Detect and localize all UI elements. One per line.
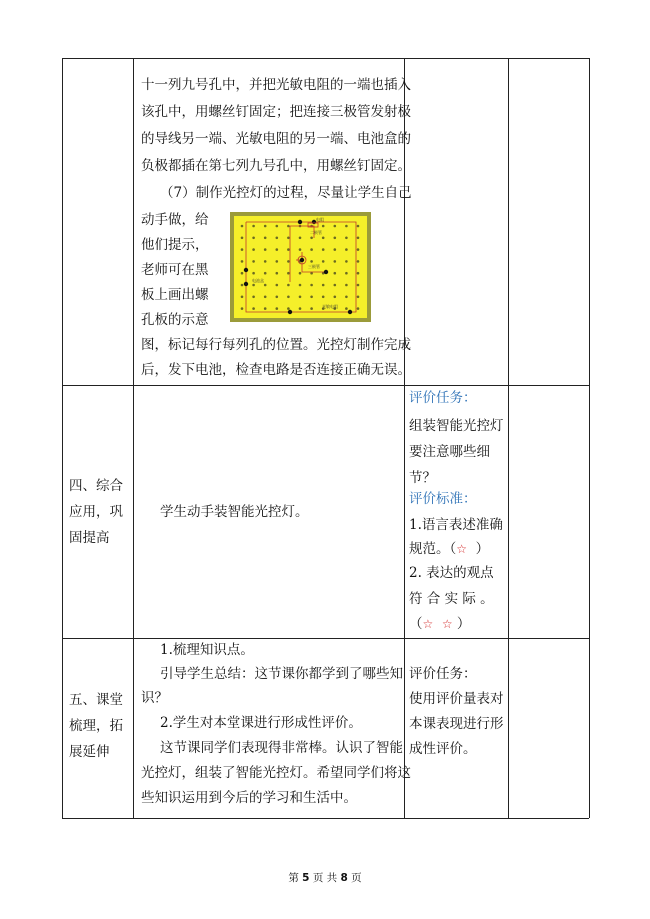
board-hole — [252, 237, 255, 240]
board-hole — [276, 307, 279, 310]
board-hole — [299, 296, 302, 299]
eval-line: 节？ — [409, 470, 436, 486]
text-line: 他们提示， — [141, 237, 209, 253]
text-line: 负极都插在第七列九号孔中，用螺丝钉固定。 — [141, 158, 411, 174]
star-icon: ☆ — [422, 617, 434, 631]
board-hole — [276, 260, 279, 263]
criteria-line: 符 合 实 际 。 — [409, 591, 494, 607]
board-hole — [276, 272, 279, 275]
board-hole — [334, 248, 337, 251]
board-hole — [276, 248, 279, 251]
board-hole — [287, 296, 290, 299]
board-hole — [310, 296, 313, 299]
board-hole — [287, 225, 290, 228]
criteria-text: ） — [456, 616, 471, 632]
board-hole — [334, 225, 337, 228]
board-hole — [264, 225, 267, 228]
text-line: 1.梳理知识点。 — [160, 642, 254, 658]
board-hole — [310, 248, 313, 251]
row-divider — [62, 638, 589, 639]
board-hole — [276, 225, 279, 228]
row-divider — [62, 58, 589, 59]
activity-text: 学生动手装智能光控灯。 — [160, 504, 309, 520]
board-hole — [345, 296, 348, 299]
board-label: 光敏电阻 — [322, 304, 338, 309]
stage-line: 固提高 — [69, 530, 110, 546]
board-hole — [357, 225, 360, 228]
stage-line: 四、综合 — [69, 478, 123, 494]
board-hole — [287, 284, 290, 287]
board-hole — [310, 307, 313, 310]
board-hole — [287, 307, 290, 310]
page-number: 5 — [302, 872, 310, 884]
board-hole — [299, 237, 302, 240]
board-hole — [357, 248, 360, 251]
board-hole — [241, 260, 244, 263]
screw-board-diagram — [230, 212, 371, 322]
column-divider — [589, 58, 590, 818]
eval-line: 要注意哪些细 — [409, 444, 490, 460]
eval-line: 评价任务： — [409, 666, 477, 682]
board-hole — [264, 272, 267, 275]
board-hole — [357, 284, 360, 287]
text-line: 的导线另一端、光敏电阻的另一端、电池盒的 — [141, 131, 411, 147]
board-label: 电阻 — [316, 217, 324, 222]
board-hole — [252, 272, 255, 275]
board-hole — [334, 272, 337, 275]
board-hole — [310, 284, 313, 287]
eval-line: 使用评价量表对 — [409, 691, 504, 707]
board-hole — [241, 307, 244, 310]
page-footer — [0, 870, 650, 885]
board-hole — [264, 307, 267, 310]
criteria-text: ） — [475, 541, 490, 557]
board-hole — [252, 248, 255, 251]
board-hole — [276, 237, 279, 240]
criteria-line: 1.语言表述准确 — [409, 517, 503, 533]
star-icon: ☆ — [456, 542, 468, 556]
text-line: 光控灯，组装了智能光控灯。希望同学们将这 — [141, 765, 411, 781]
board-hole — [252, 225, 255, 228]
footer-text: 第 — [288, 872, 299, 884]
board-hole — [322, 248, 325, 251]
column-divider — [62, 58, 63, 818]
board-hole — [287, 248, 290, 251]
page-total: 8 — [340, 872, 348, 884]
board-hole — [357, 296, 360, 299]
board-hole — [345, 307, 348, 310]
eval-line: 组装智能光控灯 — [409, 418, 504, 434]
row-divider — [62, 818, 589, 819]
board-label: 三极管 — [308, 264, 320, 269]
board-hole — [334, 260, 337, 263]
text-line: 识？ — [141, 690, 168, 706]
text-line: 2.学生对本堂课进行形成性评价。 — [160, 715, 362, 731]
board-hole — [241, 272, 244, 275]
text-line: 动手做，给 — [141, 212, 209, 228]
board-hole — [241, 237, 244, 240]
board-hole — [334, 237, 337, 240]
text-line: 引导学生总结：这节课你都学到了哪些知 — [160, 666, 403, 682]
board-hole — [345, 225, 348, 228]
board-hole — [345, 260, 348, 263]
board-hole — [264, 248, 267, 251]
stage-line: 展延伸 — [69, 744, 110, 760]
board-hole — [252, 296, 255, 299]
board-hole — [322, 284, 325, 287]
star-icon: ☆ — [441, 617, 453, 631]
board-hole — [276, 284, 279, 287]
text-line: 些知识运用到今后的学习和生活中。 — [141, 790, 357, 806]
board-hole — [287, 237, 290, 240]
text-line: （7）制作光控灯的过程，尽量让学生自己 — [160, 185, 412, 201]
board-hole — [299, 248, 302, 251]
row-divider — [62, 385, 589, 386]
board-surface — [234, 216, 367, 318]
board-hole — [357, 237, 360, 240]
column-divider — [508, 58, 509, 818]
board-hole — [264, 237, 267, 240]
text-line: 孔板的示意 — [141, 312, 209, 328]
board-hole — [322, 237, 325, 240]
board-hole — [357, 307, 360, 310]
board-hole — [322, 296, 325, 299]
board-hole — [241, 296, 244, 299]
board-hole — [241, 225, 244, 228]
eval-line: 本课表现进行形 — [409, 716, 504, 732]
board-hole — [241, 284, 244, 287]
board-hole — [287, 272, 290, 275]
eval-task-title: 评价任务： — [409, 390, 477, 406]
text-line: 老师可在黑 — [141, 262, 209, 278]
board-hole — [322, 225, 325, 228]
board-hole — [334, 284, 337, 287]
board-hole — [310, 237, 313, 240]
criteria-line — [409, 537, 489, 561]
board-hole — [345, 237, 348, 240]
criteria-text: 规范。（ — [409, 541, 457, 557]
text-line: 这节课同学们表现得非常棒。认识了智能 — [160, 740, 403, 756]
board-hole — [345, 284, 348, 287]
stage-line: 应用，巩 — [69, 504, 123, 520]
board-label: 电池盒 — [252, 278, 264, 283]
text-line: 图，标记每行每列孔的位置。光控灯制作完成 — [141, 337, 411, 353]
board-hole — [345, 272, 348, 275]
board-hole — [299, 307, 302, 310]
board-hole — [276, 296, 279, 299]
board-hole — [299, 284, 302, 287]
footer-text: 页 — [351, 872, 362, 884]
board-hole — [264, 296, 267, 299]
board-hole — [299, 272, 302, 275]
board-hole — [357, 272, 360, 275]
criteria-title: 评价标准： — [409, 491, 477, 507]
board-hole — [252, 284, 255, 287]
stage-line: 梳理，拓 — [69, 718, 123, 734]
board-hole — [287, 260, 290, 263]
eval-line: 成性评价。 — [409, 741, 477, 757]
footer-text: 页 共 — [312, 872, 338, 884]
criteria-text: （ — [409, 616, 423, 632]
board-hole — [241, 248, 244, 251]
board-hole — [264, 260, 267, 263]
criteria-line — [409, 612, 470, 636]
text-line: 板上画出螺 — [141, 287, 209, 303]
text-line: 后，发下电池，检查电路是否连接正确无误。 — [141, 362, 411, 378]
text-line: 该孔中，用螺丝钉固定；把连接三极管发射极 — [141, 104, 411, 120]
board-hole — [334, 296, 337, 299]
board-hole — [345, 248, 348, 251]
board-hole — [252, 260, 255, 263]
board-hole — [357, 260, 360, 263]
column-divider — [133, 58, 134, 818]
board-hole — [322, 260, 325, 263]
board-hole — [252, 307, 255, 310]
criteria-line: 2. 表达的观点 — [409, 565, 494, 581]
board-hole — [264, 284, 267, 287]
board-hole — [310, 260, 313, 263]
board-label: 二极管 — [310, 230, 322, 235]
stage-line: 五、课堂 — [69, 692, 123, 708]
text-line: 十一列九号孔中，并把光敏电阻的一端也插入 — [141, 77, 411, 93]
